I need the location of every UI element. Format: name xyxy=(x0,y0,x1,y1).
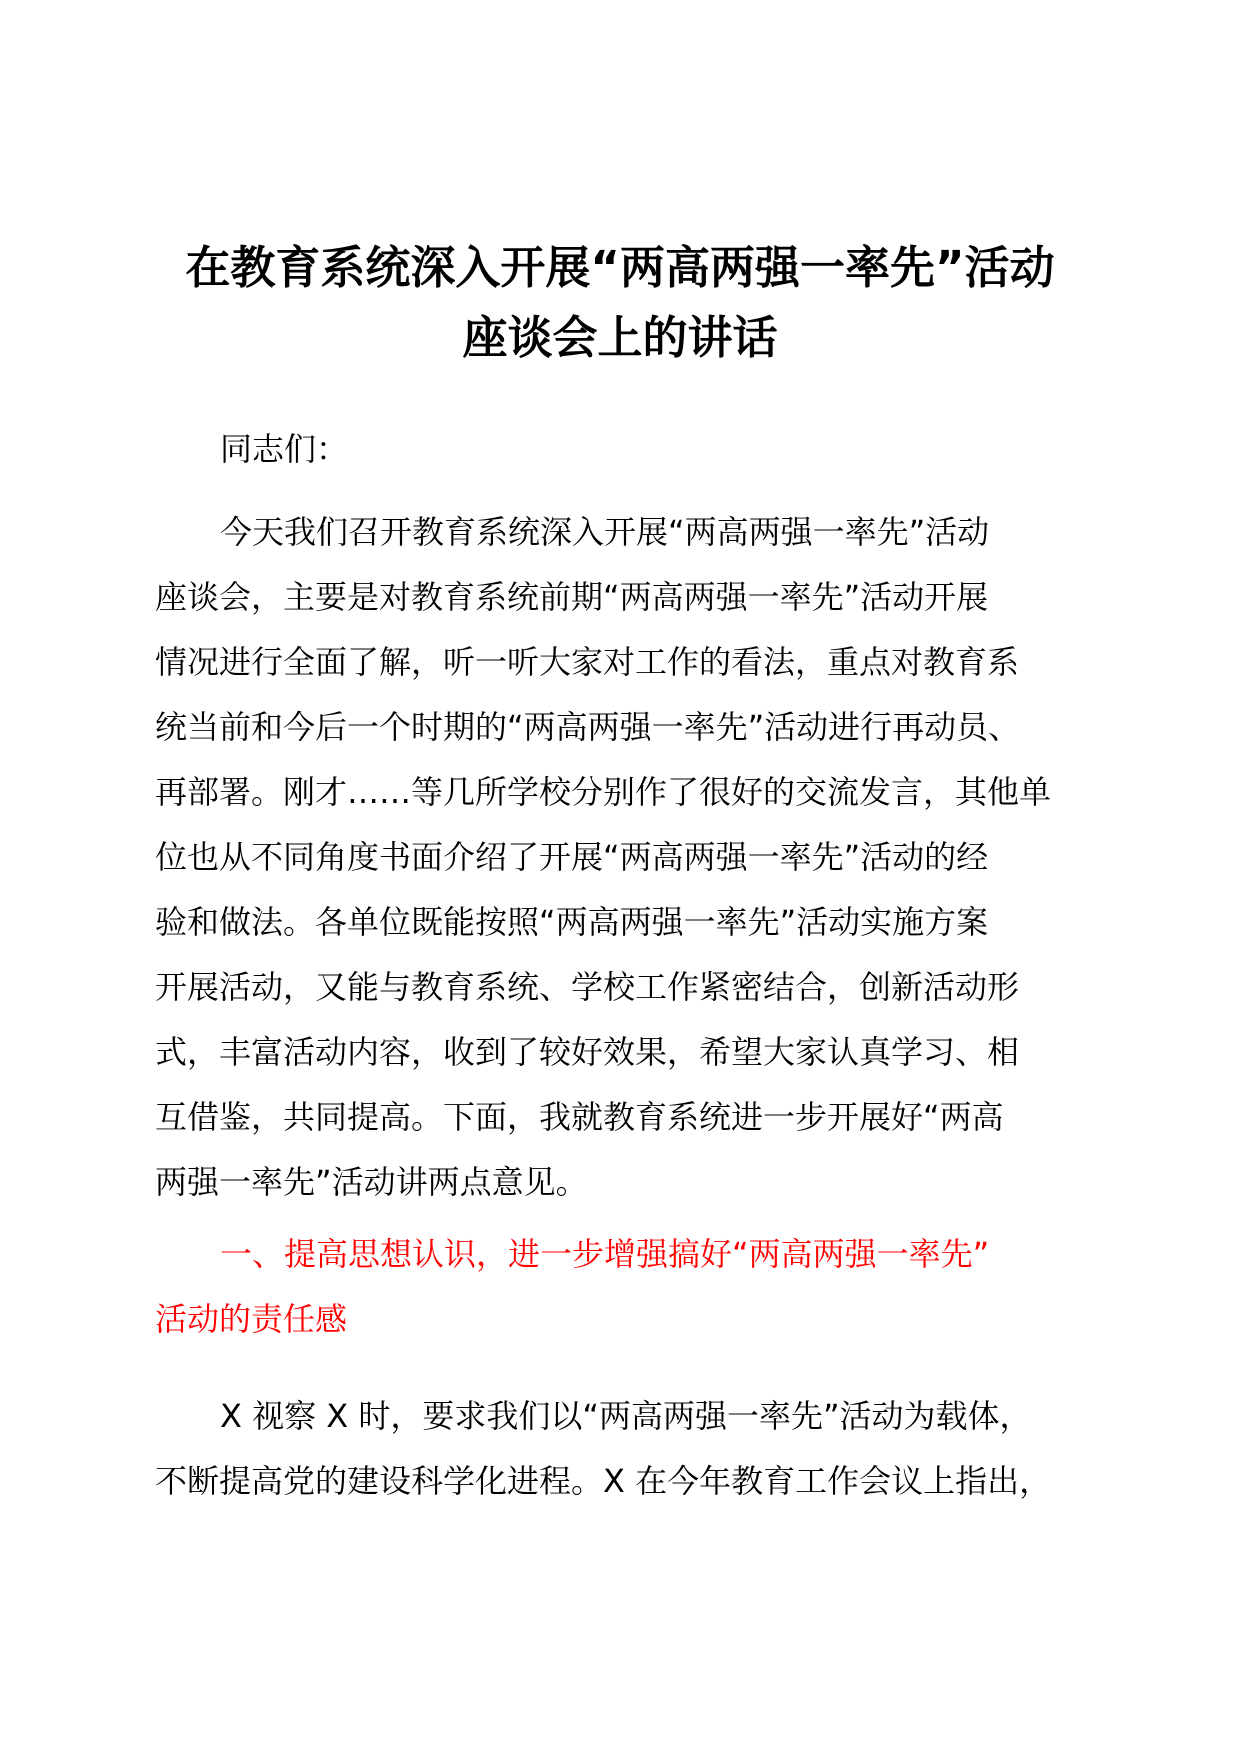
paragraph-line: 式，丰富活动内容，收到了较好效果，希望大家认真学习、相 xyxy=(155,1033,1020,1071)
salutation: 同志们： xyxy=(220,430,349,468)
paragraph-line: 位也从不同角度书面介绍了开展“两高两强一率先”活动的经 xyxy=(155,838,989,876)
section-heading-line: 活动的责任感 xyxy=(155,1300,348,1338)
paragraph-line: 今天我们召开教育系统深入开展“两高两强一率先”活动 xyxy=(220,513,990,551)
paragraph-line: 两强一率先”活动讲两点意见。 xyxy=(155,1163,588,1201)
section-heading-1 xyxy=(155,1222,1095,1352)
paragraph-line: 开展活动，又能与教育系统、学校工作紧密结合，创新活动形 xyxy=(155,968,1020,1006)
paragraph-line: 再部署。刚才……等几所学校分别作了很好的交流发言，其他单 xyxy=(155,773,1052,811)
document-title-line-1: 在教育系统深入开展“两高两强一率先”活动 xyxy=(185,241,1055,294)
paragraph-line: 互借鉴，共同提高。下面，我就教育系统进一步开展好“两高 xyxy=(155,1098,1004,1136)
paragraph-line: 验和做法。各单位既能按照“两高两强一率先”活动实施方案 xyxy=(155,903,989,941)
paragraph-1 xyxy=(155,500,1095,1215)
paragraph-line: X 视察 X 时，要求我们以“两高两强一率先”活动为载体， xyxy=(220,1397,1032,1435)
section-heading-line: 一、提高思想认识，进一步增强搞好“两高两强一率先” xyxy=(220,1235,990,1273)
paragraph-line: 不断提高党的建设科学化进程。X 在今年教育工作会议上指出， xyxy=(155,1462,1052,1500)
paragraph-line: 情况进行全面了解，听一听大家对工作的看法，重点对教育系 xyxy=(155,643,1020,681)
document-title-line-2: 座谈会上的讲话 xyxy=(462,311,778,364)
paragraph-line: 统当前和今后一个时期的“两高两强一率先”活动进行再动员、 xyxy=(155,708,1021,746)
paragraph-line: 座谈会，主要是对教育系统前期“两高两强一率先”活动开展 xyxy=(155,578,989,616)
paragraph-2 xyxy=(155,1384,1095,1514)
